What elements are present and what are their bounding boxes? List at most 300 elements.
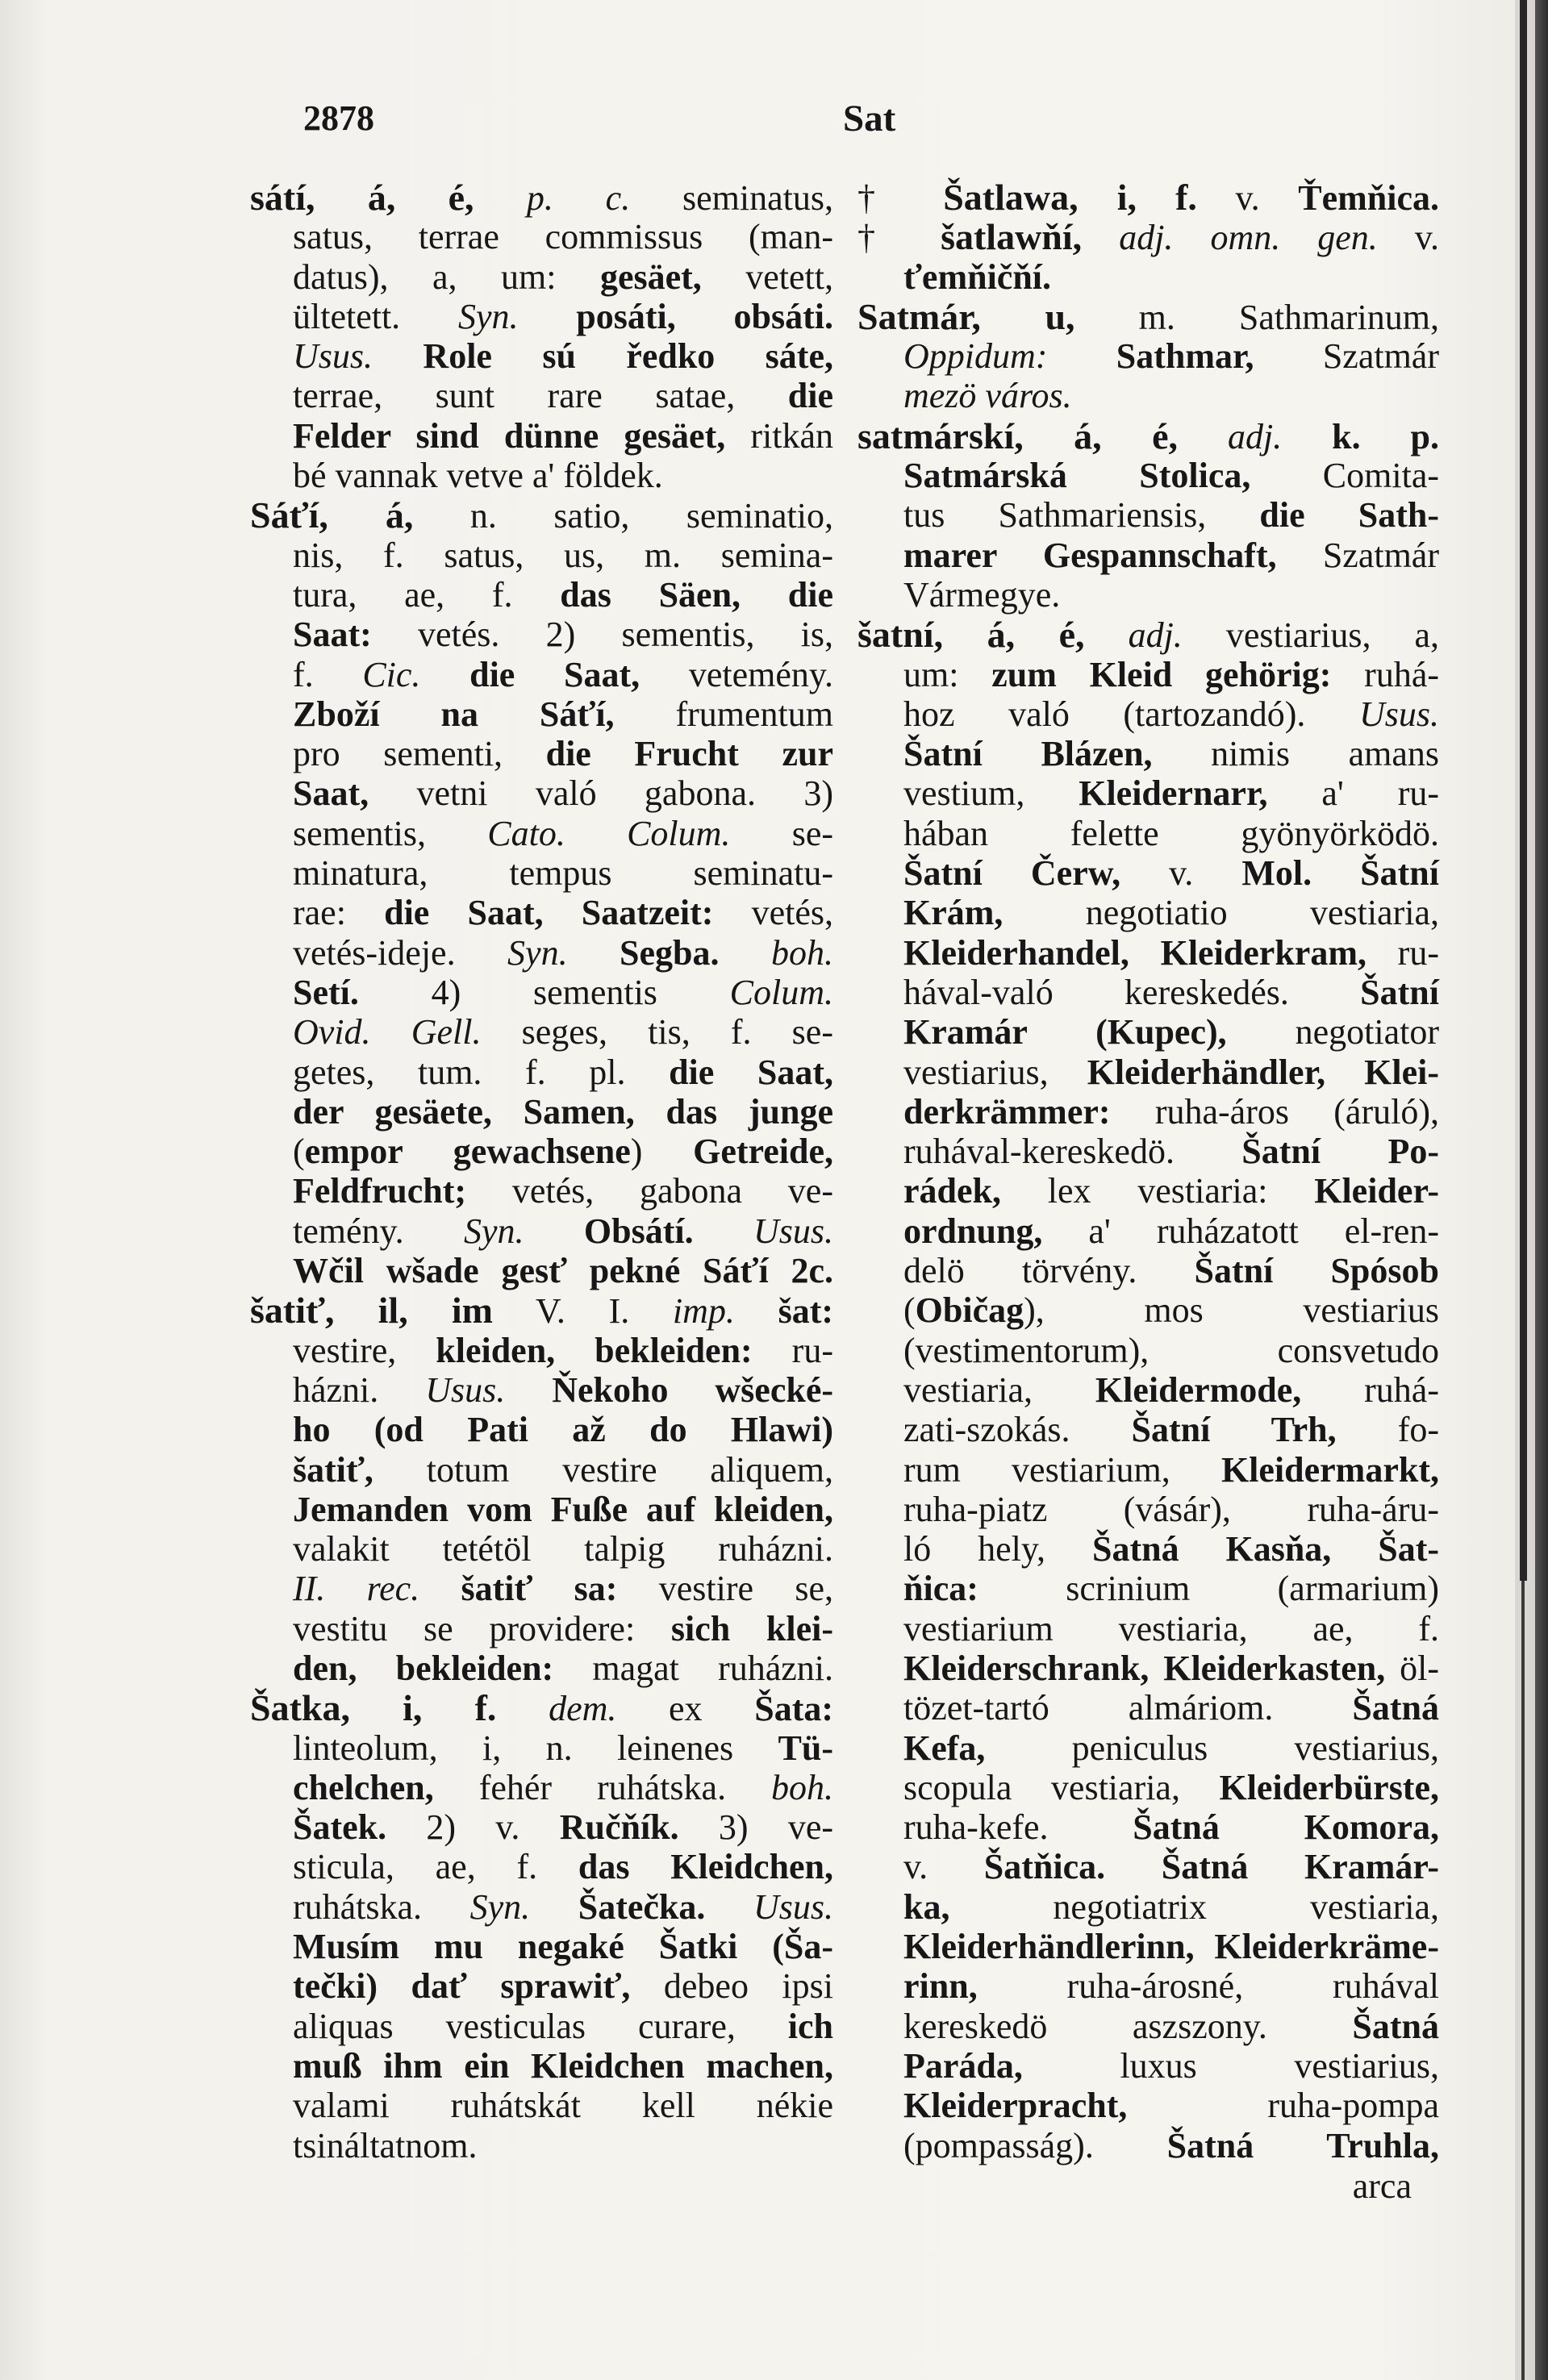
column-line [250,1887,833,1927]
italic-label: boh. [771,1767,833,1807]
fraktur-text: Kleiderhändler, Klei- [1087,1052,1439,1092]
column-line [857,1251,1439,1290]
roman-text: a' ru- [1267,773,1439,814]
roman-text: ruha-kefe. [903,1807,1133,1848]
roman-text: vetemény. [640,654,833,694]
roman-text: ) [630,1132,694,1172]
column-line [857,575,1439,615]
column-line [857,1807,1439,1847]
fraktur-text: Jemanden vom Fuße auf kleiden, [293,1489,833,1529]
roman-text: v. [1377,218,1439,258]
roman-text: sementis, [293,813,488,853]
column-line [250,2126,833,2165]
fraktur-text: Musím mu negaké Šatki (Ša- [293,1927,833,1967]
roman-text: ruhátska. [293,1886,470,1927]
fraktur-text: šatiť, [293,1449,373,1490]
column-line [250,773,833,813]
fraktur-text: ho (od Pati až do Hlawi) [293,1410,833,1450]
page-number: 2878 [303,98,374,138]
column-line [857,694,1439,734]
italic-label: Oppidum: [903,336,1048,377]
roman-text: Comita- [1250,456,1440,496]
roman-text: ruha-árosné, ruhával [977,1966,1439,2007]
fraktur-text: Šatní [1360,972,1439,1012]
column-line [250,1927,833,1966]
column-line [250,734,833,773]
roman-text: vetés. 2) sementis, is, [371,615,833,655]
fraktur-text: Mol. Šatní [1241,853,1439,894]
roman-text: getes, tum. f. pl. [293,1052,670,1092]
fraktur-text: ka, [903,1886,950,1927]
roman-text: ló hely, [903,1529,1092,1569]
fraktur-text: Kleiderbürste, [1219,1767,1439,1807]
fraktur-text: Saat, [293,773,369,814]
fraktur-text: Kleiderpracht, [903,2086,1128,2126]
fraktur-text: Kleiderhandel, Kleiderkram, [903,932,1366,973]
roman-text: ru- [752,1330,833,1370]
fraktur-text: der gesäete, Samen, das junge [293,1091,833,1132]
italic-label: Usus. [293,336,373,377]
column-line [250,615,833,654]
fraktur-text: Ňekoho wšecké- [505,1369,833,1410]
fraktur-text: Krám, [903,893,1003,933]
roman-text: ruhá- [1301,1369,1439,1410]
fraktur-text: sich klei- [670,1608,833,1648]
roman-text: scrinium (armarium) [978,1569,1439,1609]
fraktur-text: kleiden, bekleiden: [436,1330,753,1370]
italic-label: Ovid. Gell. [293,1012,482,1052]
italic-label: adj. [1178,416,1283,456]
roman-text: lex vestiaria: [1001,1171,1315,1211]
fraktur-text: Kefa, [903,1728,986,1768]
column-line [250,1966,833,2006]
column-line [857,1132,1439,1171]
roman-text: negotiatrix vestiaria, [949,1886,1439,1927]
roman-text: zati-szokás. [903,1410,1132,1450]
fraktur-text: Getreide, [693,1132,833,1172]
fraktur-text: Satmárská Stolica, [903,456,1251,496]
column-line [857,536,1439,575]
column-line [250,1688,833,1728]
column-line [250,416,833,456]
column-line [857,2126,1439,2165]
roman-text: V. I. [492,1291,673,1332]
roman-text: tus Sathmariensis, [903,495,1260,536]
fraktur-text: Setí. [293,972,359,1012]
roman-text: temény. [293,1211,465,1251]
fraktur-text: die Sath- [1259,495,1439,536]
roman-text: fehér ruhátska. [433,1767,771,1807]
column-line [250,1331,833,1370]
column-line [250,575,833,615]
roman-text: tura, ae, f. [293,574,561,615]
fraktur-text: Običag [915,1290,1024,1331]
column-line [250,456,833,495]
fraktur-text: Šatná [1352,1688,1439,1728]
roman-text: vetni való gabona. 3) [369,773,833,814]
column-line [250,495,833,535]
fraktur-text: šat: [734,1291,833,1332]
italic-label: imp. [672,1291,735,1332]
column-line [250,655,833,694]
roman-text: ruha-piatz (vásár), ruha-áru- [903,1489,1439,1529]
column-line [857,1331,1439,1370]
column-line [857,773,1439,813]
fraktur-text: chelchen, [293,1767,434,1807]
column-line [857,376,1439,415]
column-line [857,814,1439,853]
roman-text: f. [293,654,363,694]
fraktur-text: ťemňičňí. [903,256,1052,297]
italic-label: II. rec. [293,1569,420,1609]
column-line [250,1290,833,1330]
column-line [250,2007,833,2046]
fraktur-text: Kleidermode, [1095,1369,1302,1410]
italic-label: Syn. [464,1211,524,1251]
roman-text: vestiarius, [903,1052,1087,1092]
column-line [857,1211,1439,1251]
fraktur-text: Šatek. [293,1807,387,1848]
column-line [857,1370,1439,1410]
column-line [857,297,1439,336]
fraktur-text: das Kleidchen, [578,1847,833,1887]
roman-text: vestitu se providere: [293,1608,671,1648]
column-line [250,1569,833,1608]
roman-text: † [857,218,941,258]
column-line [250,376,833,415]
column-line [857,893,1439,932]
column-line [857,1529,1439,1569]
italic-label: Cic. [362,654,421,694]
column-line [857,1648,1439,1688]
fraktur-text: Kleidermarkt, [1220,1449,1439,1490]
italic-label: Usus. [693,1211,833,1251]
italic-label: adj. [1084,615,1183,656]
column-line [250,1609,833,1648]
roman-text: házni. [293,1369,426,1410]
column-line [250,853,833,893]
roman-text: frumentum [614,694,833,734]
column-line [857,1887,1439,1927]
roman-text: vestiaria, [903,1369,1095,1410]
fraktur-text: Tü- [778,1728,833,1768]
column-line [250,1807,833,1847]
column-line [250,297,833,336]
roman-text: negotiator [1226,1012,1439,1052]
fraktur-text: posáti, obsáti. [518,296,833,336]
left-column [250,177,833,2165]
fraktur-text: Šatní Po- [1241,1132,1439,1172]
roman-text: a' ruházatott el-ren- [1042,1211,1439,1251]
fraktur-text: Kleidernarr, [1079,773,1268,814]
roman-text: ruha-áros (áruló), [1110,1091,1439,1132]
fraktur-text: empor gewachsene [304,1132,631,1172]
column-line [857,1092,1439,1132]
headword: Satmár, u, [857,295,1075,337]
fraktur-text: Šata: [754,1689,833,1729]
column-line [857,1966,1439,2006]
roman-text: kereskedö aszszony. [903,2006,1353,2046]
column-line [857,416,1439,456]
column-line [250,257,833,297]
roman-text: datus), a, um: [293,256,600,297]
roman-text: scopula vestiaria, [903,1767,1220,1807]
italic-label: Usus. [1358,694,1439,734]
roman-text: delö törvény. [903,1251,1195,1291]
fraktur-text: k. p. [1282,416,1439,456]
fraktur-text: marer Gespannschaft, [903,535,1277,575]
fraktur-text: Šatní Trh, [1131,1410,1337,1450]
roman-text: vetés, [713,893,834,933]
column-line [250,1768,833,1807]
roman-text: Szatmár [1254,336,1439,377]
fraktur-text: ňica: [903,1569,978,1609]
italic-label: Cato. Colum. [487,813,731,853]
column-line [857,336,1439,376]
column-line [250,933,833,973]
fraktur-text: die Saat, [669,1052,833,1092]
fraktur-text: Šatní Čerw, [903,853,1121,894]
headword: Sáťí, á, [250,494,414,536]
fraktur-text: rádek, [903,1171,1001,1211]
roman-text: m. Sathmarinum, [1074,297,1439,337]
headword: šatiť, il, im [250,1290,493,1332]
column-line [250,1012,833,1052]
roman-text: hával-való kereskedés. [903,972,1361,1012]
column-line [857,1012,1439,1052]
headword: šatlawňí, [941,216,1083,258]
fraktur-text: derkrämmer: [903,1091,1111,1132]
gutter-line [1520,0,1527,1581]
roman-text: rum vestiarium, [903,1449,1221,1490]
fraktur-text: Šatná Kasňa, Šat- [1091,1529,1439,1569]
fraktur-text: die Saat, Saatzeit: [384,893,714,933]
roman-text: rae: [293,893,385,933]
column-line [250,177,833,217]
fraktur-text: die Frucht zur [545,734,833,774]
column-line [857,257,1439,297]
italic-label: adj. omn. gen. [1082,218,1378,258]
column-line [857,1847,1439,1886]
roman-text: vetett, [701,256,833,297]
column-line [857,1490,1439,1529]
column-line [857,1569,1439,1608]
roman-text: fo- [1336,1410,1440,1450]
roman-text: hában felette gyönyörködö. [903,813,1439,853]
roman-text: vestire, [293,1330,436,1370]
column-line [857,853,1439,893]
column-line [250,1728,833,1768]
column-line [250,217,833,256]
column-line [857,734,1439,773]
column-line [250,1450,833,1490]
roman-text: bé vannak vetve a' földek. [293,456,663,496]
column-line [250,2046,833,2086]
column-line [857,2046,1439,2086]
column-line [857,1052,1439,1092]
roman-text: vetés-ideje. [293,932,508,973]
roman-text: vestiarius, a, [1182,615,1439,656]
roman-text: hoz való (tartozandó). [903,694,1359,734]
fraktur-text: Felder sind dünne gesäet, [293,415,726,456]
roman-text: ruha-pompa [1127,2086,1439,2126]
roman-text: nimis amans [1152,734,1439,774]
column-line [250,1132,833,1171]
roman-text: um: [903,654,992,694]
roman-text: ru- [1366,932,1439,973]
column-line [857,615,1439,654]
headword: sátí, á, é, [250,177,527,218]
column-line [250,1211,833,1251]
roman-text: nis, f. satus, us, m. semina- [293,535,833,575]
roman-text: ( [293,1132,305,1172]
column-line [250,1847,833,1886]
roman-text: n. satio, seminatio, [413,496,833,536]
fraktur-text: Šatná [1352,2006,1439,2046]
roman-text: aliquas vesticulas curare, [293,2006,788,2046]
column-line [857,217,1439,256]
roman-text: ruhá- [1331,654,1439,694]
roman-text: pro sementi, [293,734,546,774]
column-line [250,1370,833,1410]
column-line [250,336,833,376]
roman-text: minatura, tempus seminatu- [293,853,833,894]
fraktur-text: Šatná Truhla, [1166,2125,1439,2165]
roman-text: sticula, ae, f. [293,1847,578,1887]
column-line [250,893,833,932]
column-line [857,456,1439,495]
column-line [857,177,1439,217]
fraktur-text: Kleider- [1314,1171,1439,1211]
roman-text: ex [616,1689,755,1729]
italic-label: Syn. [457,296,519,336]
roman-text: seminatus, [630,178,833,218]
roman-text: vestium, [903,773,1079,814]
roman-text: peniculus vestiarius, [985,1728,1439,1768]
fraktur-text: Kleiderhändlerinn, Kleiderkräme- [903,1927,1439,1967]
roman-text: tözet-tartó almáriom. [903,1688,1353,1728]
fraktur-text: gesäet, [599,256,702,297]
column-line [857,933,1439,973]
roman-text: linteolum, i, n. leinenes [293,1728,778,1768]
fraktur-text: Obsátí. [524,1211,694,1251]
column-line [857,1609,1439,1648]
italic-label: Usus. [705,1886,834,1927]
roman-text: (vestimentorum), consvetudo [903,1330,1439,1370]
fraktur-text: Kramár (Kupec), [903,1012,1227,1052]
fraktur-text: Wčil wšade gesť pekné Sáťí 2c. [293,1251,833,1291]
headword: šatní, á, é, [857,614,1085,656]
roman-text: negotiatio vestiaria, [1003,893,1439,933]
column-line [250,1529,833,1569]
column-line [857,1688,1439,1728]
italic-label: p. c. [526,178,631,218]
column-line [250,1251,833,1290]
headword: Šatka, i, f. [250,1687,497,1729]
column-line [857,495,1439,535]
column-line [250,1092,833,1132]
fraktur-text: Ťemňica. [1298,178,1440,218]
roman-text: Szatmár [1276,535,1439,575]
column-line [857,2007,1439,2046]
catchword: arca [1352,2166,1412,2206]
roman-text: vetés, gabona ve- [466,1171,833,1211]
roman-text: 4) sementis [358,972,730,1012]
column-line [250,1052,833,1092]
fraktur-text: ich [787,2006,833,2046]
fraktur-text: die [787,376,833,416]
roman-text: luxus vestiarius, [1022,2045,1439,2086]
roman-text: † [857,178,944,218]
running-head: Sat [843,98,896,140]
italic-label: Syn. [469,1886,531,1927]
roman-text: magat ruházni. [553,1648,833,1688]
roman-text: ), mos vestiarius [1024,1290,1439,1331]
fraktur-text: die Saat, [420,654,640,694]
roman-text: ritkán [725,415,833,456]
roman-text: ültetett. [293,296,458,336]
fraktur-text: zum Kleid gehörig: [991,654,1332,694]
roman-text: v. [903,1847,984,1887]
roman-text: debeo ipsi [630,1966,833,2007]
fraktur-text: Šatná Komora, [1133,1807,1440,1848]
column-line [857,1171,1439,1211]
fraktur-text: muß ihm ein Kleidchen machen, [293,2045,833,2086]
fraktur-text: den, bekleiden: [293,1648,554,1688]
column-line [857,2086,1439,2125]
column-line [250,814,833,853]
column-line [250,973,833,1012]
roman-text: tsináltatnom. [293,2125,478,2165]
column-line [857,1410,1439,1449]
roman-text: ruhával-kereskedö. [903,1132,1242,1172]
roman-text: ( [903,1290,916,1331]
fraktur-text: Paráda, [903,2045,1023,2086]
fraktur-text: Ručňík. [559,1807,679,1848]
roman-text: totum vestire aliquem, [373,1449,833,1490]
fraktur-text: ordnung, [903,1211,1043,1251]
column-line [250,1171,833,1211]
italic-label: Colum. [729,972,833,1012]
fraktur-text: das Säen, die [560,574,833,615]
column-line [250,536,833,575]
fraktur-text: rinn, [903,1966,978,2007]
fraktur-text: Feldfrucht; [293,1171,467,1211]
roman-text: 2) v. [386,1807,560,1848]
italic-label: boh. [719,932,833,973]
roman-text: vestire se, [617,1569,834,1609]
roman-text: v. [1120,853,1242,894]
gutter-line [1521,1581,1525,2380]
italic-label: mezö város. [903,376,1072,416]
roman-text: vestiarium vestiaria, ae, f. [903,1608,1439,1648]
fraktur-text: Šatní Blázen, [903,734,1153,774]
roman-text: valakit tetétöl talpig ruházni. [293,1529,833,1569]
column-line [250,1490,833,1529]
roman-text: Vármegye. [903,574,1061,615]
fraktur-text: Segba. [567,932,720,973]
fraktur-text: Kleiderschrank, Kleiderkasten, [903,1648,1386,1688]
column-line [857,973,1439,1012]
right-column [857,177,1439,2165]
page-header [0,95,1548,142]
column-line [250,2086,833,2125]
headword: satmárskí, á, é, [857,415,1179,456]
roman-text: 3) ve- [678,1807,834,1848]
column-line [250,1648,833,1688]
column-line [857,1768,1439,1807]
roman-text: valami ruhátskát kell nékie [293,2086,833,2126]
